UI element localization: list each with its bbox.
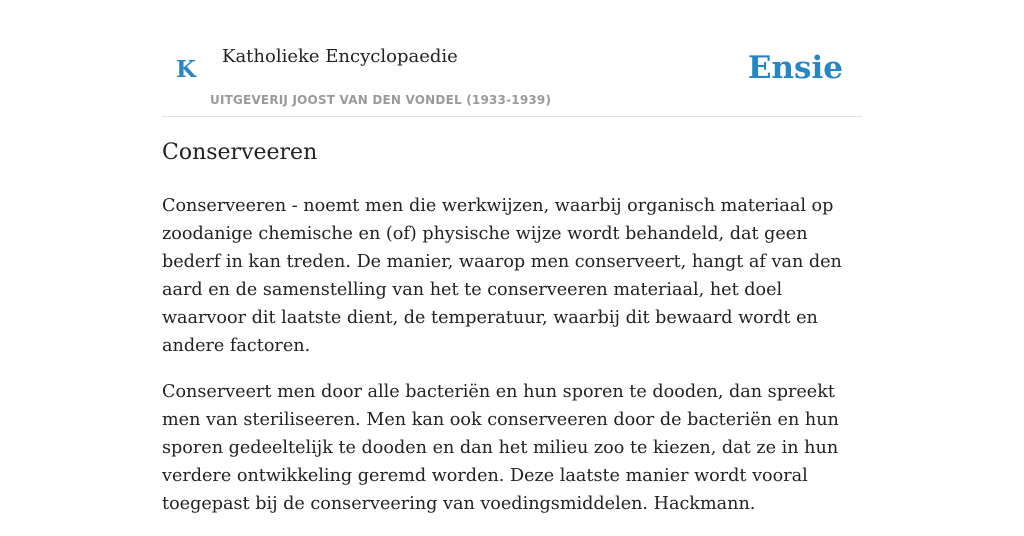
article-paragraph: Conserveert men door alle bacteriën en hun sporen te dooden, dan spreekt men van steriliseeren. Men kan ook conserveeren door de bacteriën en hun sporen gedeeltelijk te dooden en dan het milieu zoo te kiezen, dat ze in hun verdere ontwikkeling geremd worden. Deze laatste manier wordt vooral toegepast bij de conserveering van voedingsmiddelen. Hackmann. — [162, 382, 839, 514]
page-container — [162, 0, 862, 514]
encyclopedia-title-link[interactable]: Katholieke Encyclopaedie — [222, 46, 458, 67]
article-title: Conserveeren — [162, 140, 318, 165]
article-paragraph: Conserveeren - noemt men die werkwijzen, waarbij organisch materiaal op zoodanige chemische en (of) physische wijze wordt behandeld, dat geen bederf in kan treden. De manier, waarop men conserveert, hangt af van den aard en de samenstelling van het te conserveeren materiaal, het doel waarvoor dit laatste dient, de temperatuur, waarbij dit bewaard wordt en andere factoren. — [162, 196, 842, 356]
encyclopedia-logo[interactable]: K — [176, 56, 196, 83]
ensie-brand-logo[interactable]: Ensie — [747, 50, 843, 86]
site-header — [162, 0, 862, 117]
article-body — [162, 192, 862, 536]
publisher-subtitle: UITGEVERIJ JOOST VAN DEN VONDEL (1933-1939) — [210, 93, 552, 107]
